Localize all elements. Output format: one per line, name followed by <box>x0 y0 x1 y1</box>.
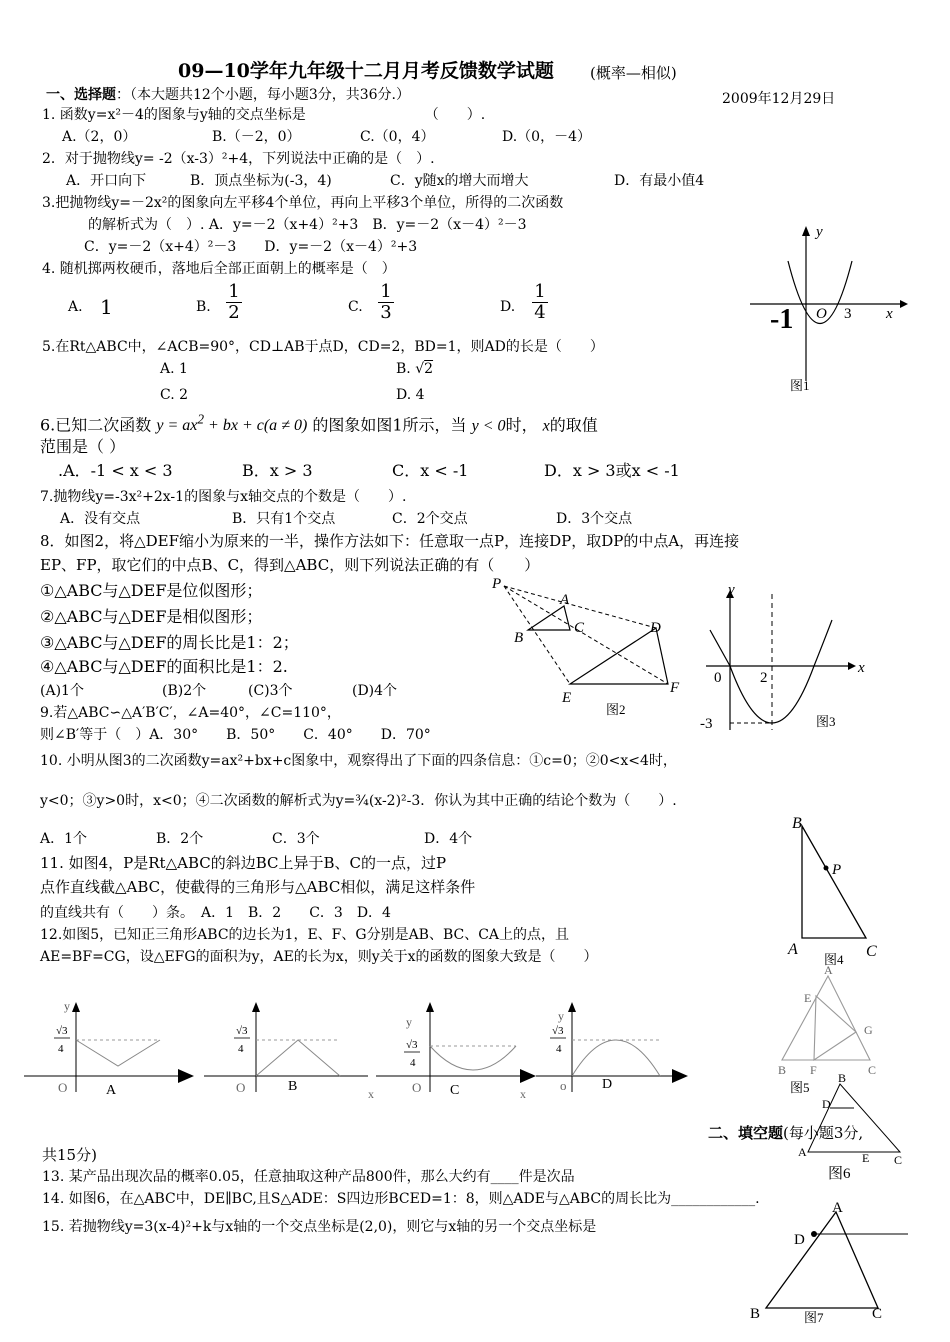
q8-item-3: ③△ABC与△DEF的周长比是1：2； <box>40 633 299 652</box>
q12-graph-c <box>376 1002 536 1100</box>
q12a-label: A <box>106 1083 117 1098</box>
q12b-sqrt3: √3 <box>236 1025 248 1037</box>
q2-option-a: A．开口向下 <box>66 173 147 189</box>
fig7-label-d: D <box>794 1232 805 1248</box>
q7-option-c: C．2个交点 <box>392 511 468 527</box>
fig7-label-a: A <box>832 1200 843 1216</box>
q12b-origin: O <box>236 1080 246 1095</box>
q12a-x-arrow <box>178 1069 194 1083</box>
fig1-label-o: O <box>816 306 827 322</box>
q3-line-3: C．y=－2（x+4）²－3 D．y=－2（x－4）²+3 <box>84 239 418 255</box>
q1-option-c: C.（0，4） <box>360 129 435 145</box>
fig6-label-c: C <box>894 1153 903 1167</box>
fig2-label-f: F <box>670 680 680 696</box>
q4-b-numerator: 1 <box>228 281 240 302</box>
q12a-origin: O <box>58 1080 68 1095</box>
q6-option-c: C．x < -1 <box>392 461 469 480</box>
q12-line-2: AE=BF=CG，设△EFG的面积为y，AE的长为x，则y关于x的函数的图象大致是（ ） <box>40 949 598 965</box>
q12d-label-y: y <box>558 1009 564 1023</box>
q10-option-c: C．3个 <box>272 831 320 847</box>
fig4-label-b: B <box>792 815 802 832</box>
fig1-caption: 图1 <box>790 378 810 393</box>
q5-stem: 5.在Rt△ABC中，∠ACB=90°，CD⊥AB于点D，CD=2，BD=1，则AD的长是（ ） <box>42 339 604 355</box>
q7-option-a: A．没有交点 <box>60 511 141 527</box>
q4-fraction-c <box>378 282 394 323</box>
fig3-caption: 图3 <box>816 714 836 729</box>
q4-option-b-label: B. <box>196 299 211 315</box>
q10-line-2: y<0；③y>0时，x<0；④二次函数的解析式为y=¾(x-2)²-3．你认为其中正确的结论个数为（ ）. <box>40 793 677 809</box>
fig7-triangle <box>766 1212 878 1308</box>
fig5-triangle-abc <box>782 976 870 1060</box>
q3-line-1: 3.把抛物线y=－2x²的图象向左平移4个单位，再向上平移3个单位，所得的二次函数 <box>42 195 564 211</box>
section-2-cont: 共15分) <box>42 1146 97 1164</box>
q1-option-b: B.（－2，0） <box>212 129 301 145</box>
fig2-label-b: B <box>514 630 524 646</box>
q5-option-b <box>396 360 433 378</box>
q12c-label-x: x <box>520 1087 526 1100</box>
fig2-caption: 图2 <box>606 702 626 717</box>
q15-text: 15. 若抛物线y=3(x-4)²+k与x轴的一个交点坐标是(2,0)，则它与x轴的另一个交点坐标是 <box>42 1219 597 1235</box>
q12c-y-arrow <box>426 1002 434 1012</box>
fig7-point-d <box>811 1231 817 1237</box>
q6-text-d: 的取值 <box>549 415 598 435</box>
q8-item-4: ④△ABC与△DEF的面积比是1：2. <box>40 657 288 676</box>
q14-text: 14. 如图6，在△ABC中，DE∥BC,且S△ADE：S四边形BCED=1：8，则△ADE与△ABC的周长比为____________. <box>42 1191 760 1207</box>
fig4-label-c: C <box>866 943 877 960</box>
fig1-label-x: x <box>886 306 893 322</box>
fig6-label-d: D <box>822 1097 831 1111</box>
q11-line-2: 点作直线截△ABC，使截得的三角形与△ABC相似，满足这样条件 <box>40 878 476 896</box>
q13-text: 13. 某产品出现次品的概率0.05，任意抽取这种产品800件，那么大约有____件是次品 <box>42 1169 575 1185</box>
q2-stem: 2．对于抛物线y= -2（x-3）²+4，下列说法中正确的是（ ）. <box>42 151 435 167</box>
fig5-triangle-efg <box>814 996 856 1060</box>
q12c-label-y: y <box>406 1015 412 1029</box>
q12c-curve <box>430 1046 516 1070</box>
fig7-caption: 图7 <box>804 1310 824 1325</box>
q7-option-b: B．只有1个交点 <box>232 511 336 527</box>
q4-fraction-b <box>226 282 242 323</box>
q4-stem: 4. 随机掷两枚硬币，落地后全部正面朝上的概率是（ ） <box>42 261 396 277</box>
q9-line-2: 则∠B′等于（ ）A．30° B．50° C．40° D．70° <box>40 727 431 743</box>
fig3-label-0: 0 <box>714 670 722 686</box>
q4-option-a-value: 1 <box>100 295 113 319</box>
q8-option-c: (C)3个 <box>248 683 293 699</box>
q10-option-b: B．2个 <box>156 831 204 847</box>
q6-option-d: D．x > 3或x < -1 <box>544 461 680 480</box>
q12d-x-arrow <box>672 1069 688 1083</box>
fig5-label-b: B <box>778 1063 787 1077</box>
section-2-label: 二、填空题 <box>708 1124 784 1142</box>
q8-option-d: (D)4个 <box>352 683 398 699</box>
q12b-label-x: x <box>368 1087 374 1100</box>
fig5-label-e: E <box>804 991 812 1005</box>
q4-option-d-label: D. <box>500 299 516 315</box>
q1-option-d: D.（0，－4） <box>502 129 591 145</box>
fig5-label-a: A <box>824 963 833 977</box>
fig1-x-arrow <box>900 300 908 308</box>
q11-line-3: 的直线共有（ ）条。 A．1 B．2 C．3 D．4 <box>40 905 391 921</box>
q12b-four: 4 <box>238 1043 244 1055</box>
q12d-origin: o <box>560 1078 567 1093</box>
fig7-label-c: C <box>872 1306 883 1322</box>
q4-c-denominator: 3 <box>378 302 394 323</box>
q6-option-a: .A．-1 < x < 3 <box>58 461 173 480</box>
q6-text-b: 的图象如图1所示，当 <box>312 415 467 435</box>
q4-c-numerator: 1 <box>380 281 392 302</box>
fig6-label-e: E <box>862 1151 870 1165</box>
q12a-label-y: y <box>64 999 70 1013</box>
section-1-desc: ：（本大题共12个小题，每小题3分，共36分.） <box>116 87 410 103</box>
q4-d-denominator: 4 <box>532 302 548 323</box>
q5-sqrt-value: 2 <box>424 361 434 377</box>
figure-4 <box>780 812 890 972</box>
q12a-curve <box>76 1040 160 1066</box>
fig4-label-a: A <box>788 941 798 958</box>
fig5-label-g: G <box>864 1023 873 1037</box>
q12b-label: B <box>288 1079 298 1094</box>
q7-option-d: D．3个交点 <box>556 511 633 527</box>
q6-condition: y < 0 <box>471 417 506 435</box>
q12d-curve <box>572 1040 660 1076</box>
fig2-line-pf <box>504 586 668 684</box>
q12d-four: 4 <box>556 1043 562 1055</box>
q8-line-2: EP、FP，取它们的中点B、C，得到△ABC，则下列说法正确的有（ ） <box>40 556 540 574</box>
figure-3 <box>700 580 880 740</box>
q7-stem: 7.抛物线y=-3x²+2x-1的图象与x轴交点的个数是（ ）. <box>40 489 407 505</box>
q12-graph-b <box>204 1002 374 1100</box>
q4-fraction-d <box>532 282 548 323</box>
q5-option-d: D. 4 <box>396 387 425 403</box>
fig4-triangle <box>802 826 866 938</box>
q12-line-1: 12.如图5，已知正三角形ABC的边长为1，E、F、G分别是AB、BC、CA上的点，且 <box>40 927 570 943</box>
q6-option-b: B．x > 3 <box>242 461 313 480</box>
q12c-x-arrow <box>520 1069 536 1083</box>
fig5-label-c: C <box>868 1063 877 1077</box>
fig1-label-3: 3 <box>844 306 852 322</box>
exam-date: 2009年12月29日 <box>722 91 836 107</box>
q12a-y-arrow <box>72 1002 80 1012</box>
q6-var-x: x <box>542 417 550 435</box>
figure-7 <box>748 1196 912 1334</box>
q12-graph-a <box>24 999 194 1098</box>
q12b-curve <box>256 1040 340 1076</box>
q4-option-a-label: A. <box>68 299 83 315</box>
q8-line-1: 8．如图2，将△DEF缩小为原来的一半，操作方法如下：任意取一点P，连接DP，取DP的中点A，再连接 <box>40 532 740 550</box>
figure-2 <box>488 572 698 722</box>
q5-option-a: A. 1 <box>160 361 188 377</box>
q12d-sqrt3: √3 <box>552 1025 564 1037</box>
q8-option-b: (B)2个 <box>162 683 207 699</box>
q12d-label: D <box>602 1077 613 1092</box>
fig4-caption: 图4 <box>824 952 844 967</box>
q1-option-a: A.（2，0） <box>62 129 137 145</box>
fig1-label-y: y <box>816 224 823 240</box>
q9-line-1: 9.若△ABC∽△A′B′C′，∠A=40°，∠C=110°， <box>40 705 341 721</box>
fig4-label-p: P <box>832 862 842 878</box>
q5-option-c: C. 2 <box>160 387 189 403</box>
q8-item-1: ①△ABC与△DEF是位似图形； <box>40 581 263 600</box>
q2-option-c: C．y随x的增大而增大 <box>390 173 529 189</box>
fig6-label-b: B <box>838 1072 847 1085</box>
q10-option-a: A．1个 <box>40 831 88 847</box>
q12c-origin: O <box>412 1080 422 1095</box>
q2-option-d: D．有最小值4 <box>614 173 705 189</box>
fig1-label-neg1: -1 <box>770 304 794 335</box>
fig3-parabola <box>710 620 832 723</box>
fig5-label-f: F <box>810 1063 817 1077</box>
q12a-four: 4 <box>58 1043 64 1055</box>
q12d-y-arrow <box>568 1002 576 1012</box>
q12c-four: 4 <box>410 1057 416 1069</box>
page-title: 09—10学年九年级十二月月考反馈数学试题 <box>178 60 554 82</box>
fig3-label-y: y <box>728 582 735 598</box>
q2-option-b: B．顶点坐标为(-3，4) <box>190 173 332 189</box>
fig6-label-a: A <box>798 1145 807 1159</box>
sqrt-icon: √ <box>415 361 425 377</box>
section-2-heading <box>708 1124 863 1142</box>
q8-item-2: ②△ABC与△DEF是相似图形； <box>40 607 263 626</box>
q4-b-denominator: 2 <box>226 302 242 323</box>
fig4-point-p <box>824 866 829 871</box>
q12a-sqrt3: √3 <box>56 1025 68 1037</box>
q5-option-b-label: B. <box>396 361 411 377</box>
fig6-caption: 图6 <box>828 1166 851 1182</box>
section-2-desc: (每小题3分, <box>783 1124 864 1142</box>
fig3-label-2: 2 <box>760 670 768 686</box>
q11-line-1: 11. 如图4，P是Rt△ABC的斜边BC上异于B、C的一点，过P <box>40 854 447 872</box>
q1-stem: 1. 函数y=x²－4的图象与y轴的交点坐标是 （ ）. <box>42 107 486 123</box>
fig2-label-p: P <box>492 576 502 592</box>
q6-text-c: 时， <box>505 415 538 435</box>
fig2-label-a: A <box>560 592 570 608</box>
fig2-label-d: D <box>650 620 661 636</box>
fig3-x-arrow <box>848 662 856 670</box>
fig3-label-neg3: -3 <box>700 716 713 732</box>
q12-graph-d <box>536 1002 688 1093</box>
q12b-y-arrow <box>252 1002 260 1012</box>
q10-option-d: D．4个 <box>424 831 473 847</box>
fig2-label-e: E <box>562 690 572 706</box>
fig2-triangle-abc <box>528 606 570 630</box>
q10-line-1: 10. 小明从图3的二次函数y=ax²+bx+c图象中，观察得出了下面的四条信息：①c=0；②0<x<4时， <box>40 753 677 769</box>
q12c-label: C <box>450 1083 460 1098</box>
fig7-label-b: B <box>750 1306 761 1322</box>
title-note: (概率—相似) <box>590 64 677 82</box>
q12c-sqrt3: √3 <box>406 1039 418 1051</box>
q6-line-1 <box>40 410 598 436</box>
section-1-heading <box>46 86 410 104</box>
q6-text-a: 6.已知二次函数 <box>40 415 152 435</box>
fig2-label-c: C <box>574 620 585 636</box>
section-1-label: 一、选择题 <box>46 87 116 103</box>
q12-graph-options <box>20 996 720 1100</box>
q8-option-a: (A)1个 <box>40 683 84 699</box>
q4-d-numerator: 1 <box>534 281 546 302</box>
fig5-caption: 图5 <box>790 1080 810 1095</box>
fig2-triangle-def <box>570 628 668 684</box>
fig1-y-arrow <box>802 226 810 236</box>
q6-line-2: 范围是（ ） <box>40 437 126 456</box>
fig3-label-x: x <box>858 660 865 676</box>
q4-option-c-label: C. <box>348 299 363 315</box>
q3-line-2: 的解析式为（ ）. A．y=－2（x+4）²+3 B．y=－2（x－4）²－3 <box>88 217 527 233</box>
q6-formula: $y = ax^2$ + bx + c(a ≠ 0) <box>156 412 308 435</box>
figure-1 <box>740 216 920 396</box>
